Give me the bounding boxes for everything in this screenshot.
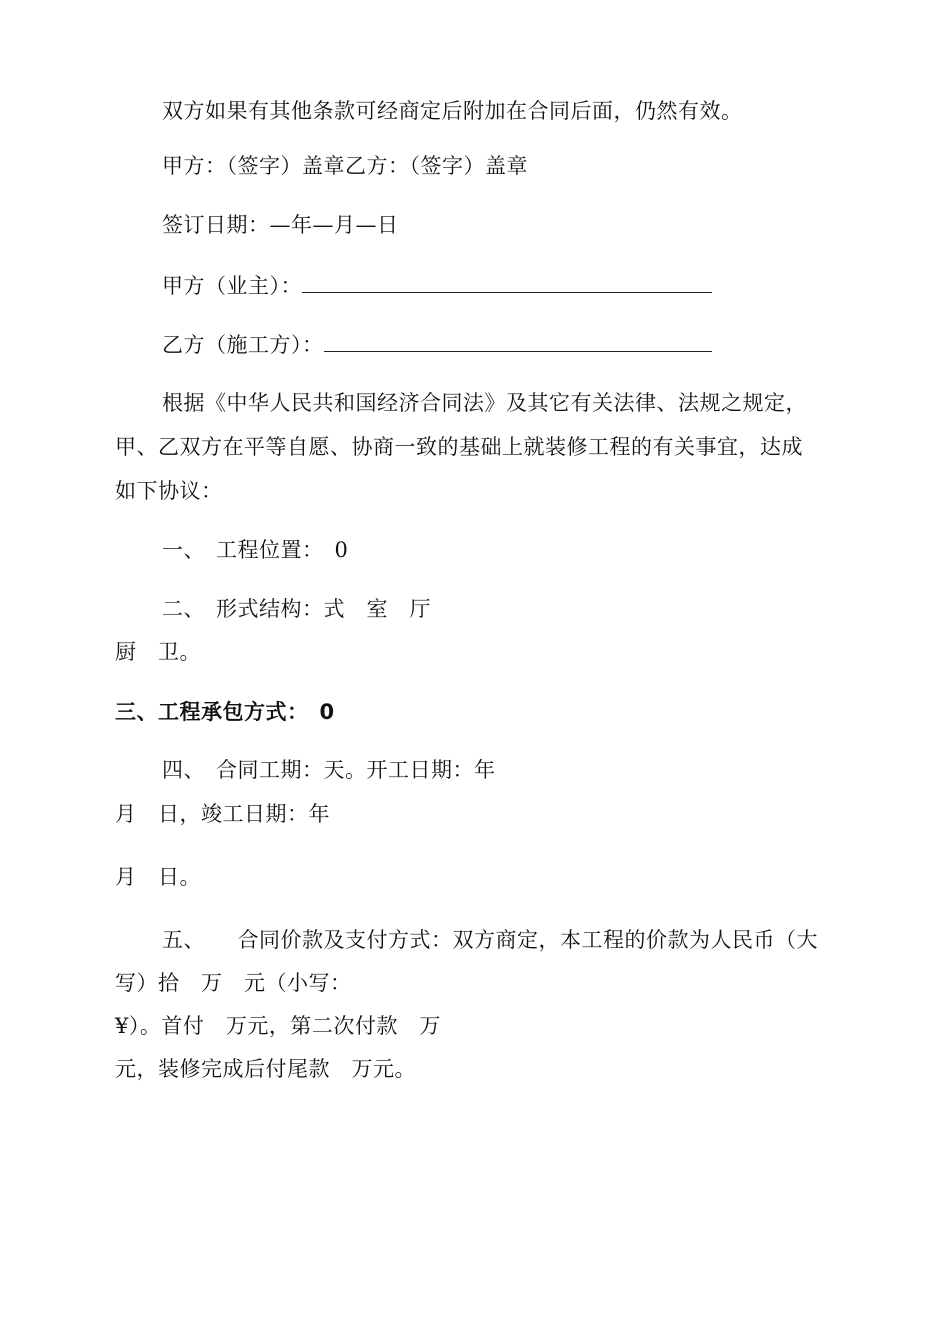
party-b-label: 乙方（施工方）： [162, 333, 324, 357]
item-2-structure-line-1: 二、 形式结构：式 室 厅 [162, 597, 431, 621]
item-2-structure-line-2: 厨 卫。 [115, 640, 201, 664]
preamble-line-2: 甲、乙双方在平等自愿、协商一致的基础上就装修工程的有关事宜，达成 [115, 435, 803, 459]
party-b-field [162, 329, 712, 360]
signing-date: 签订日期：—年—月—日 [162, 213, 399, 237]
item-4-period-line-1: 四、 合同工期：天。开工日期：年 [162, 758, 496, 782]
party-a-label: 甲方（业主）： [162, 274, 302, 298]
item-4-period-line-3: 月 日。 [115, 865, 201, 889]
item-5-price-line-3: ¥）。首付 万元，第二次付款 万 [115, 1014, 441, 1038]
preamble-line-3: 如下协议： [115, 479, 223, 503]
item-1-location: 一、 工程位置： 0 [162, 538, 349, 562]
item-5-price-line-4: 元，装修完成后付尾款 万元。 [115, 1057, 416, 1081]
signature-stamp-line: 甲方：（签字）盖章乙方：（签字）盖章 [162, 154, 528, 178]
preamble-line-1: 根据《中华人民共和国经济合同法》及其它有关法律、法规之规定， [162, 391, 807, 415]
party-a-blank [302, 270, 712, 293]
party-a-field [162, 270, 712, 301]
item-5-price-line-2: 写）拾 万 元（小写： [115, 971, 352, 995]
party-b-blank [324, 329, 712, 352]
item-4-period-line-2: 月 日，竣工日期：年 [115, 802, 330, 826]
clause-additional-terms: 双方如果有其他条款可经商定后附加在合同后面，仍然有效。 [162, 99, 743, 123]
item-3-contract-method: 三、工程承包方式： 0 [115, 700, 335, 724]
item-5-price-line-1: 五、 合同价款及支付方式：双方商定，本工程的价款为人民币（大 [162, 928, 818, 952]
